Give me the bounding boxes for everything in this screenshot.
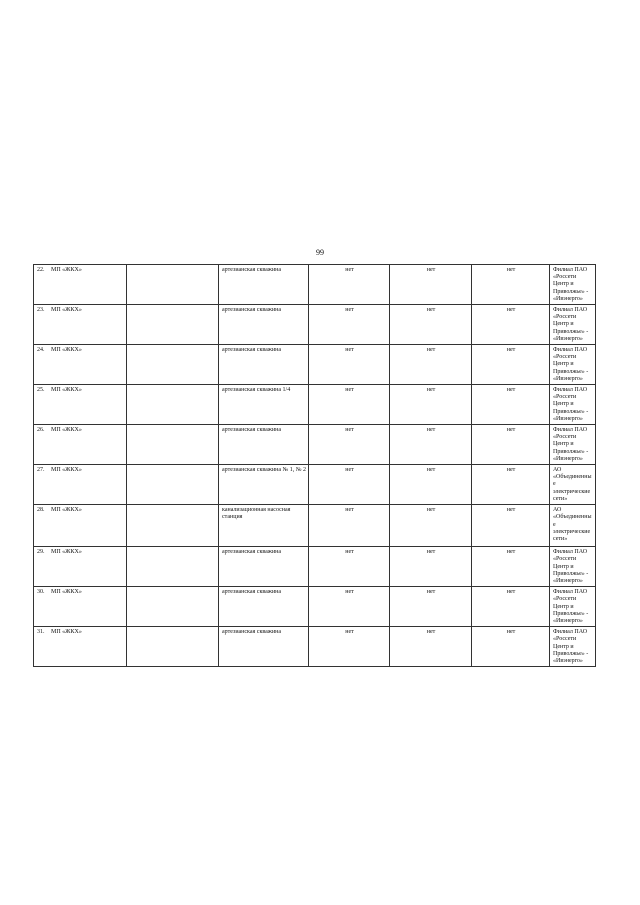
- value-cell: нет: [390, 425, 472, 465]
- row-number: 23.: [37, 307, 45, 314]
- object-cell: артезианская скважина: [219, 547, 309, 587]
- row-number: 28.: [37, 507, 45, 514]
- org-cell: [34, 425, 127, 465]
- org-cell: [34, 587, 127, 627]
- empty-cell: [127, 587, 219, 627]
- supplier-cell: Филиал ПАО «Россети Центр и Приволжье» - «Ивэнерго»: [550, 305, 596, 345]
- empty-cell: [127, 345, 219, 385]
- table-row: [34, 587, 596, 627]
- value-cell: нет: [309, 505, 390, 547]
- value-cell: нет: [472, 547, 550, 587]
- supplier-cell: Филиал ПАО «Россети Центр и Приволжье» - «Ивэнерго»: [550, 425, 596, 465]
- value-cell: нет: [472, 587, 550, 627]
- org-name: МП «ЖКХ»: [51, 427, 82, 434]
- org-name: МП «ЖКХ»: [51, 307, 82, 314]
- value-cell: нет: [472, 425, 550, 465]
- org-name: МП «ЖКХ»: [51, 387, 82, 394]
- supplier-cell: Филиал ПАО «Россети Центр и Приволжье» - «Ивэнерго»: [550, 265, 596, 305]
- supplier-cell: Филиал ПАО «Россети Центр и Приволжье» - «Ивэнерго»: [550, 547, 596, 587]
- org-name: МП «ЖКХ»: [51, 507, 82, 514]
- value-cell: нет: [309, 345, 390, 385]
- value-cell: нет: [390, 385, 472, 425]
- row-number: 29.: [37, 549, 45, 556]
- org-cell: [34, 305, 127, 345]
- facilities-table: [33, 264, 596, 667]
- value-cell: нет: [390, 265, 472, 305]
- value-cell: нет: [390, 305, 472, 345]
- table-row: [34, 465, 596, 505]
- table-row: [34, 547, 596, 587]
- supplier-cell: Филиал ПАО «Россети Центр и Приволжье» - «Ивэнерго»: [550, 385, 596, 425]
- value-cell: нет: [472, 385, 550, 425]
- value-cell: нет: [472, 627, 550, 667]
- org-name: МП «ЖКХ»: [51, 467, 82, 474]
- empty-cell: [127, 305, 219, 345]
- row-number: 30.: [37, 589, 45, 596]
- value-cell: нет: [309, 265, 390, 305]
- empty-cell: [127, 465, 219, 505]
- value-cell: нет: [472, 265, 550, 305]
- org-cell: [34, 265, 127, 305]
- value-cell: нет: [309, 385, 390, 425]
- supplier-cell: Филиал ПАО «Россети Центр и Приволжье» - «Ивэнерго»: [550, 587, 596, 627]
- org-name: МП «ЖКХ»: [51, 589, 82, 596]
- supplier-cell: Филиал ПАО «Россети Центр и Приволжье» - «Ивэнерго»: [550, 627, 596, 667]
- object-cell: артезианская скважина: [219, 425, 309, 465]
- value-cell: нет: [309, 547, 390, 587]
- supplier-cell: АО «Объединенные электрические сети»: [550, 465, 596, 505]
- org-name: МП «ЖКХ»: [51, 267, 82, 273]
- org-cell: [34, 465, 127, 505]
- org-cell: [34, 505, 127, 547]
- object-cell: артезианская скважина № 1, № 2: [219, 465, 309, 505]
- org-name: МП «ЖКХ»: [51, 629, 82, 636]
- table-row: [34, 627, 596, 667]
- supplier-cell: Филиал ПАО «Россети Центр и Приволжье» - «Ивэнерго»: [550, 345, 596, 385]
- empty-cell: [127, 265, 219, 305]
- value-cell: нет: [472, 465, 550, 505]
- empty-cell: [127, 505, 219, 547]
- org-cell: [34, 627, 127, 667]
- value-cell: нет: [309, 627, 390, 667]
- object-cell: артезианская скважина: [219, 345, 309, 385]
- table-row: [34, 385, 596, 425]
- value-cell: нет: [390, 547, 472, 587]
- object-cell: артезианская скважина: [219, 265, 309, 305]
- empty-cell: [127, 425, 219, 465]
- row-number: 31.: [37, 629, 45, 636]
- value-cell: нет: [472, 305, 550, 345]
- value-cell: нет: [309, 587, 390, 627]
- org-cell: [34, 547, 127, 587]
- value-cell: нет: [390, 505, 472, 547]
- value-cell: нет: [309, 425, 390, 465]
- empty-cell: [127, 547, 219, 587]
- table-row: [34, 265, 596, 305]
- object-cell: канализационная насосная станция: [219, 505, 309, 547]
- value-cell: нет: [472, 345, 550, 385]
- object-cell: артезианская скважина: [219, 305, 309, 345]
- object-cell: артезианская скважина: [219, 587, 309, 627]
- org-name: МП «ЖКХ»: [51, 347, 82, 354]
- org-cell: [34, 345, 127, 385]
- table-row: [34, 505, 596, 547]
- row-number: 25.: [37, 387, 45, 394]
- supplier-cell: АО «Объединенные электрические сети»: [550, 505, 596, 547]
- page-number: 99: [316, 248, 324, 257]
- value-cell: нет: [309, 465, 390, 505]
- row-number: 22.: [37, 267, 45, 273]
- value-cell: нет: [390, 465, 472, 505]
- table-row: [34, 305, 596, 345]
- row-number: 24.: [37, 347, 45, 354]
- empty-cell: [127, 385, 219, 425]
- empty-cell: [127, 627, 219, 667]
- table-row: [34, 425, 596, 465]
- value-cell: нет: [390, 627, 472, 667]
- object-cell: артезианская скважина 1/4: [219, 385, 309, 425]
- table-row: [34, 345, 596, 385]
- org-cell: [34, 385, 127, 425]
- value-cell: нет: [390, 345, 472, 385]
- row-number: 26.: [37, 427, 45, 434]
- value-cell: нет: [472, 505, 550, 547]
- object-cell: артезианская скважина: [219, 627, 309, 667]
- value-cell: нет: [309, 305, 390, 345]
- org-name: МП «ЖКХ»: [51, 549, 82, 556]
- value-cell: нет: [390, 587, 472, 627]
- row-number: 27.: [37, 467, 45, 474]
